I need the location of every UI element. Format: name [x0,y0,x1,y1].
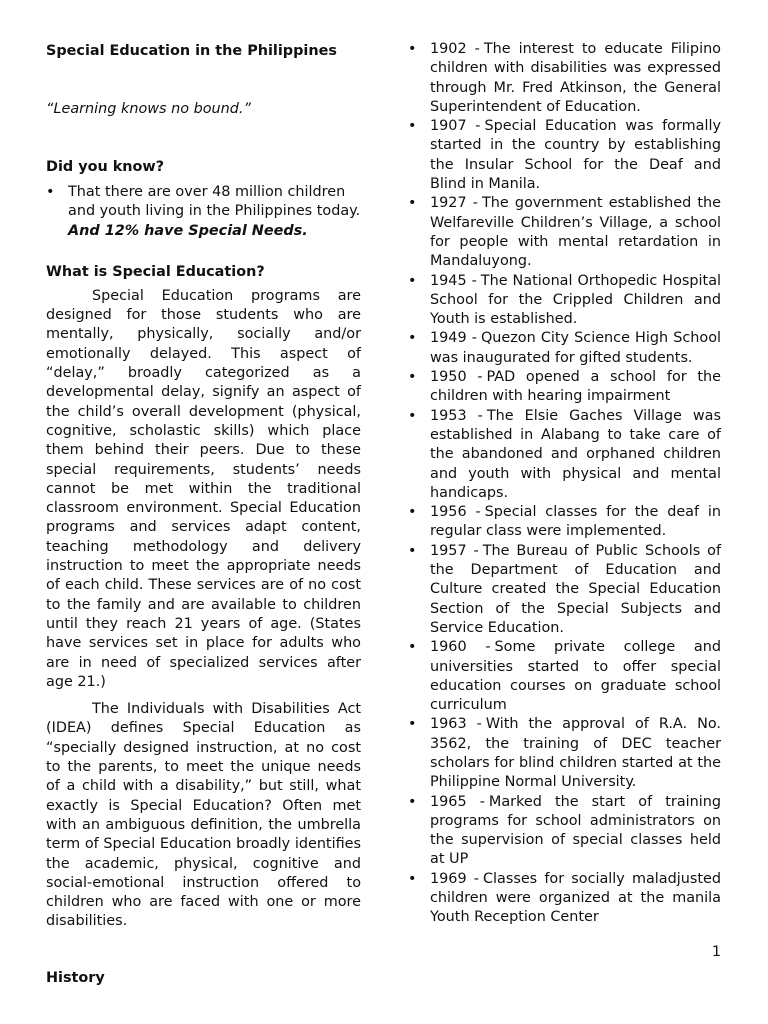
bullet-icon: • [408,118,417,135]
timeline-item [408,870,721,928]
timeline-item [408,793,721,870]
timeline-item [408,503,721,542]
timeline-text: The National Orthopedic Hospital School for the Crippled Children and Youth is established. [430,272,722,328]
document-title: Special Education in the Philippines [46,43,337,59]
timeline-text: Special classes for the deaf in regular class were implemented. [430,504,721,540]
timeline-item [408,272,721,330]
timeline-year: 1950 - [430,369,483,386]
bullet-icon: • [408,272,417,289]
timeline-item [408,117,721,194]
bullet-icon: • [408,542,417,559]
did-you-know-emphasis: And 12% have Special Needs. [68,222,308,239]
timeline-text: The Bureau of Public Schools of the Department of Education and Culture created the Special Education Section of the Special Subjects and Service Education. [430,542,722,636]
timeline-year: 1953 - [430,407,483,424]
timeline-text: The interest to educate Filipino children with disabilities was expressed through Mr. Fred Atkinson, the General Superintendent of Education. [430,41,721,115]
bullet-icon: • [408,870,417,887]
timeline-year: 1907 - [430,118,481,135]
bullet-icon: • [408,195,417,212]
what-is-heading: What is Special Education? [46,263,265,280]
timeline-year: 1965 - [430,793,485,810]
history-heading: History [46,969,105,986]
page-number: 1 [711,944,721,960]
left-column [46,40,361,989]
timeline-item [408,542,721,638]
bullet-icon: • [408,369,417,386]
timeline-year: 1956 - [430,504,481,521]
timeline-year: 1945 - [430,272,477,289]
timeline-text: PAD opened a school for the children with hearing impairment [430,369,721,405]
bullet-icon: • [408,639,417,656]
timeline-year: 1957 - [430,542,479,559]
timeline-text: Some private college and universities started to offer special education courses on graduate school curriculum [430,639,721,714]
timeline-year: 1927 - [430,195,478,212]
timeline-year: 1963 - [430,716,482,733]
timeline-item [408,329,721,368]
timeline-item [408,368,721,407]
timeline-text: With the approval of R.A. No. 3562, the training of DEC teacher scholars for blind children started at the Philippine Normal University. [430,716,721,791]
timeline-text: Classes for socially maladjusted children were organized at the manila Youth Reception Center [430,870,721,926]
timeline-item [408,194,721,271]
did-you-know-text: That there are over 48 million children and youth living in the Philippines today. [68,184,361,220]
timeline-item [408,715,721,792]
timeline-year: 1949 - [430,330,477,347]
bullet-icon: • [46,184,55,200]
what-is-paragraph-1: Special Education programs are designed for those students who are mentally, physically, socially and/or emotionally delayed. This aspect of “delay,” broadly categorized as a developmental delay, signify an aspect of the child’s overall development (physical, cognitive, scholastic skills) which place them behind their peers. Due to these special requirements, students’ needs cannot be met within the traditional classroom environment. Special Education programs and services adapt content, teaching methodology and delivery instruction to meet the appropriate needs of each child. These services are of no cost to the family and are available to children until they reach 21 years of age. (States have services set in place for adults who are in need of specialized services after age 21.) [46,287,361,690]
bullet-icon: • [408,793,417,810]
timeline-item [408,40,721,117]
right-column [408,40,721,928]
timeline-text: Special Education was formally started in the country by establishing the Insular School for the Deaf and Blind in Manila. [430,118,722,193]
timeline-text: Marked the start of training programs for school administrators on the supervision of special classes held at UP [430,793,722,868]
list-item [46,183,361,241]
timeline-item [408,638,721,715]
bullet-icon: • [408,41,417,57]
timeline-year: 1960 - [430,639,491,656]
timeline-item [408,407,721,503]
what-is-paragraph-2: The Individuals with Disabilities Act (IDEA) defines Special Education as “specially designed instruction, at no cost to the parents, to meet the unique needs of a child with a disability,” but still, what exactly is Special Education? Often met with an ambiguous definition, the umbrella term of Special Education broadly identifies the academic, physical, cognitive and social-emotional instruction offered to children who are faced with one or more disabilities. [46,701,361,930]
bullet-icon: • [408,504,417,521]
bullet-icon: • [408,716,417,733]
tagline-quote: “Learning knows no bound.” [46,101,251,117]
history-timeline [408,40,721,928]
timeline-year: 1902 - [430,41,480,57]
bullet-icon: • [408,407,417,424]
did-you-know-heading: Did you know? [46,159,165,175]
bullet-icon: • [408,330,417,347]
did-you-know-list [46,183,361,241]
timeline-year: 1969 - [430,870,479,887]
timeline-text: Quezon City Science High School was inaugurated for gifted students. [430,330,722,366]
timeline-text: The government established the Welfareville Children’s Village, a school for people with mental retardation in Mandaluyong. [430,195,721,270]
timeline-text: The Elsie Gaches Village was established in Alabang to take care of the abandoned and orphaned children and youth with physical and mental handicaps. [430,407,721,501]
